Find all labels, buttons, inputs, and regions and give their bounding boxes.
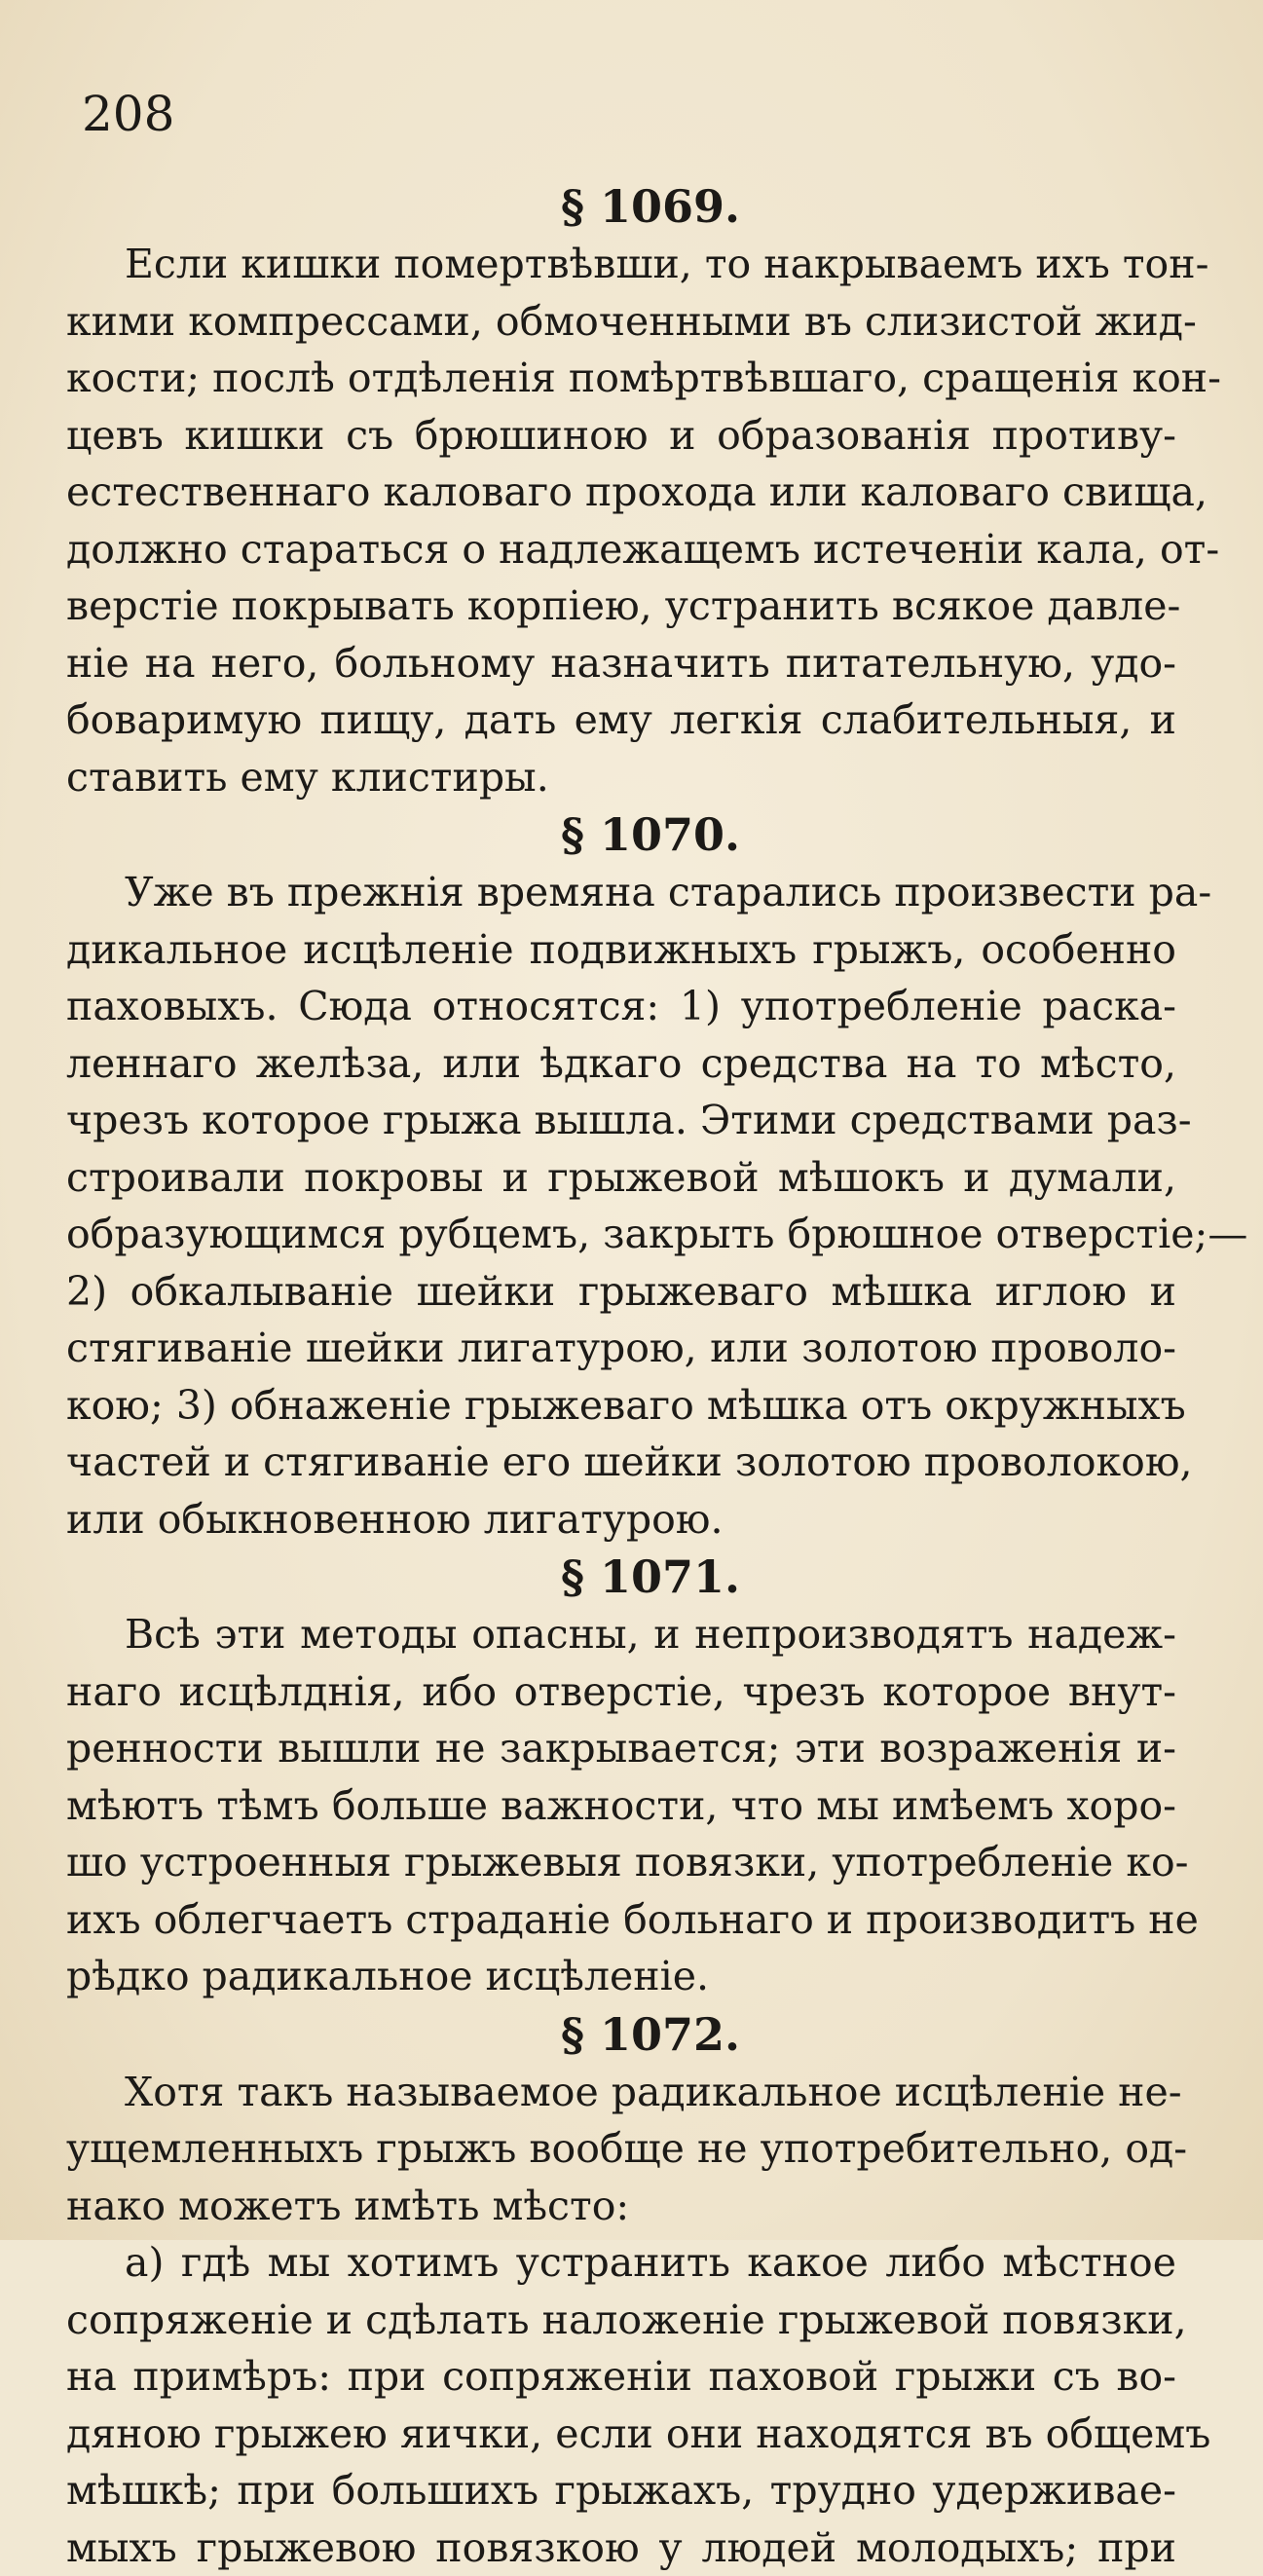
text-line: ихъ облегчаетъ страданіе больнаго и производитъ не	[66, 1891, 1176, 1949]
paragraph	[66, 2234, 1176, 2576]
text-line: Всѣ эти методы опасны, и непроизводятъ надеж-	[66, 1606, 1176, 1663]
text-line: а) гдѣ мы хотимъ устранить какое либо мѣстное	[66, 2234, 1176, 2292]
text-line: мѣшкѣ; при большихъ грыжахъ, трудно удерживае-	[66, 2462, 1176, 2520]
text-line: леннаго желѣза, или ѣдкаго средства на то мѣсто,	[66, 1035, 1176, 1093]
text-line: естественнаго каловаго прохода или каловаго свища,	[66, 464, 1176, 521]
text-line: кости; послѣ отдѣленія помѣртвѣвшаго, сращенія кон-	[66, 350, 1176, 407]
text-line: образующимся рубцемъ, закрыть брюшное отверстіе;—	[66, 1206, 1176, 1263]
text-line: дяною грыжею яички, если они находятся въ общемъ	[66, 2406, 1176, 2463]
text-line: ренности вышли не закрывается; эти возраженія и-	[66, 1720, 1176, 1777]
text-line: сопряженіе и сдѣлать наложеніе грыжевой повязки,	[66, 2292, 1176, 2349]
text-line: ніе на него, больному назначить питательную, удо-	[66, 635, 1176, 692]
text-line: наго исцѣлднія, ибо отверстіе, чрезъ которое внут-	[66, 1663, 1176, 1721]
text-line: строивали покровы и грыжевой мѣшокъ и думали,	[66, 1149, 1176, 1207]
page-text	[66, 177, 1176, 2576]
text-line: 2) обкалываніе шейки грыжеваго мѣшка иглою и	[66, 1263, 1176, 1321]
text-line: ставить ему клистиры.	[66, 749, 1176, 806]
text-line: стягиваніе шейки лигатурою, или золотою проволо-	[66, 1320, 1176, 1377]
text-line: Хотя такъ называемое радикальное исцѣленіе не-	[66, 2064, 1176, 2121]
text-line: Уже въ прежнія времяна старались произвести ра-	[66, 864, 1176, 921]
section-heading: § 1070.	[66, 805, 1176, 864]
text-line: частей и стягиваніе его шейки золотою проволокою,	[66, 1434, 1176, 1491]
text-line: мѣютъ тѣмъ больше важности, что мы имѣемъ хоро-	[66, 1777, 1176, 1835]
paragraph	[66, 236, 1176, 805]
section-heading: § 1069.	[66, 177, 1176, 236]
text-line: должно стараться о надлежащемъ истеченіи кала, от-	[66, 521, 1176, 579]
text-line: дикальное исцѣленіе подвижныхъ грыжъ, особенно	[66, 921, 1176, 979]
text-line: Если кишки помертвѣвши, то накрываемъ ихъ тон-	[66, 236, 1176, 293]
paragraph	[66, 2064, 1176, 2235]
text-line: на примѣръ: при сопряженіи паховой грыжи съ во-	[66, 2348, 1176, 2406]
text-line: верстіе покрывать корпіею, устранить всякое давле-	[66, 578, 1176, 635]
section-heading: § 1071.	[66, 1548, 1176, 1606]
paragraph	[66, 864, 1176, 1548]
text-line: или обыкновенною лигатурою.	[66, 1491, 1176, 1549]
text-line: боваримую пищу, дать ему легкія слабительныя, и	[66, 691, 1176, 749]
text-line: мыхъ грыжевою повязкою у людей молодыхъ; при	[66, 2520, 1176, 2576]
text-line: рѣдко радикальное исцѣленіе.	[66, 1948, 1176, 2005]
text-line: нако можетъ имѣть мѣсто:	[66, 2178, 1176, 2235]
section-heading: § 1072.	[66, 2005, 1176, 2064]
page-number: 208	[82, 90, 174, 138]
text-line: чрезъ которое грыжа вышла. Этими средствами раз-	[66, 1092, 1176, 1149]
text-line: шо устроенныя грыжевыя повязки, употребленіе ко-	[66, 1834, 1176, 1891]
text-line: ущемленныхъ грыжъ вообще не употребительно, од-	[66, 2120, 1176, 2178]
text-line: паховыхъ. Сюда относятся: 1) употребленіе раска-	[66, 978, 1176, 1035]
text-line: цевъ кишки съ брюшиною и образованія противу-	[66, 407, 1176, 465]
text-line: кою; 3) обнаженіе грыжеваго мѣшка отъ окружныхъ	[66, 1377, 1176, 1435]
text-line: кими компрессами, обмоченными въ слизистой жид-	[66, 293, 1176, 351]
paragraph	[66, 1606, 1176, 2005]
